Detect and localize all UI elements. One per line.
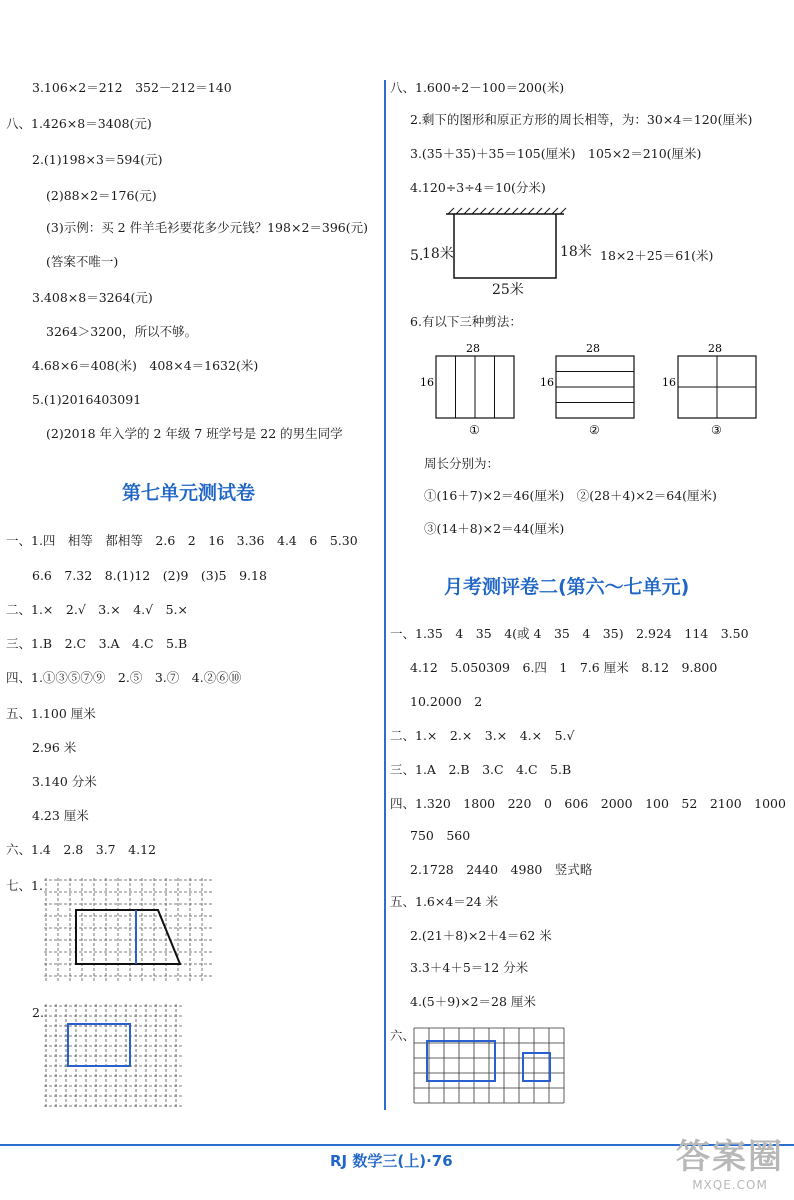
answer-line: 4.120÷3÷4＝10(分米): [410, 180, 546, 195]
answer-line: 2.剩下的图形和原正方形的周长相等，为：30×4＝120(厘米): [410, 112, 753, 127]
fence-left-label: 18米: [422, 246, 454, 262]
cut-width-label: 28: [466, 342, 480, 355]
fence-right-label: 18米: [560, 244, 592, 260]
fence-bottom-label: 25米: [492, 282, 524, 298]
cut-label-2: ②: [589, 423, 600, 437]
answer-line: 四、1.①③⑤⑦⑨ 2.⑤ 3.⑦ 4.②⑥⑩: [6, 670, 242, 685]
answer-line: (3)示例：买 2 件羊毛衫要花多少元钱？198×2＝396(元): [46, 220, 369, 235]
answer-line: 3.106×2＝212 352－212＝140: [32, 80, 232, 95]
answer-line: 6.有以下三种剪法：: [410, 314, 522, 329]
answer-line: 七、1.: [6, 878, 43, 893]
answer-line: 五、1.6×4＝24 米: [390, 894, 499, 909]
monthly-test-heading: 月考测评卷二(第六～七单元): [444, 576, 690, 598]
answer-line: 750 560: [410, 828, 471, 843]
answer-line: 4.12 5.050309 6.四 1 7.6 厘米 8.12 9.800: [410, 660, 718, 675]
answer-line: 二、1.× 2.× 3.× 4.× 5.√: [390, 728, 575, 743]
answer-line: 六、: [390, 1028, 416, 1043]
answer-line: 3264＞3200，所以不够。: [46, 324, 198, 339]
cut-width-label: 28: [586, 342, 600, 355]
section-8-answer: 八、1.600÷2－100＝200(米): [390, 80, 565, 95]
grid-figure-2: [44, 1004, 186, 1110]
answer-line: 5.(1)2016403091: [32, 392, 142, 407]
answer-line: 3.3＋4＋5＝12 分米: [410, 960, 529, 975]
answer-line: (2)2018 年入学的 2 年级 7 班学号是 22 的男生同学: [46, 426, 343, 441]
column-divider: [384, 80, 386, 1110]
watermark: [676, 1129, 784, 1192]
answer-line: 3.140 分米: [32, 774, 97, 789]
answer-line: 一、1.四 相等 都相等 2.6 2 16 3.36 4.4 6 5.30: [6, 533, 358, 548]
section-8-answer: 八、1.426×8＝3408(元): [6, 116, 152, 131]
answer-line: 6.6 7.32 8.(1)12 (2)9 (3)5 9.18: [32, 568, 267, 583]
cut-method-3: [662, 340, 762, 436]
answer-line: 4.(5＋9)×2＝28 厘米: [410, 994, 536, 1009]
cut-label-3: ③: [711, 423, 722, 437]
answer-line: 周长分别为：: [424, 456, 500, 471]
answer-line: 2.: [32, 1005, 44, 1020]
answer-line: 六、1.4 2.8 3.7 4.12: [6, 842, 156, 857]
answer-line: 五、1.100 厘米: [6, 706, 96, 721]
answer-line: 5.: [410, 248, 424, 264]
watermark-logo: 答案圈: [676, 1137, 784, 1177]
answer-line: 三、1.A 2.B 3.C 4.C 5.B: [390, 762, 572, 777]
grid-figure-3: [412, 1026, 568, 1112]
answer-line: 2.(21＋8)×2＋4＝62 米: [410, 928, 552, 943]
answer-line: 四、1.320 1800 220 0 606 2000 100 52 2100 1000: [390, 796, 786, 811]
cut-height-label: 16: [420, 376, 434, 389]
answer-line: 4.68×6＝408(米) 408×4＝1632(米): [32, 358, 259, 373]
answer-line: 18×2＋25＝61(米): [600, 248, 714, 263]
answer-line: 10.2000 2: [410, 694, 483, 709]
unit-7-heading: 第七单元测试卷: [122, 482, 256, 504]
cut-label-1: ①: [469, 423, 480, 437]
answer-line: (答案不唯一): [46, 254, 119, 269]
answer-line: 三、1.B 2.C 3.A 4.C 5.B: [6, 636, 188, 651]
answer-line: 3.(35＋35)＋35＝105(厘米) 105×2＝210(厘米): [410, 146, 702, 161]
cut-height-label: 16: [540, 376, 554, 389]
page-footer: RJ 数学三(上)·76: [330, 1152, 453, 1170]
grid-figure-1: [44, 878, 214, 984]
answer-line: 2.1728 2440 4980 竖式略: [410, 862, 593, 877]
cut-method-2: [540, 340, 640, 436]
answer-line: 3.408×8＝3264(元): [32, 290, 153, 305]
answer-line: 4.23 厘米: [32, 808, 89, 823]
answer-line: ③(14＋8)×2＝44(厘米): [424, 521, 565, 536]
watermark-url: MXQE.COM: [692, 1178, 768, 1192]
answer-line: (2)88×2＝176(元): [46, 188, 157, 203]
answer-line: ①(16＋7)×2＝46(厘米) ②(28＋4)×2＝64(厘米): [424, 488, 717, 503]
answer-line: 2.(1)198×3＝594(元): [32, 152, 163, 167]
answer-line: 2.96 米: [32, 740, 77, 755]
answer-line: 一、1.35 4 35 4(或 4 35 4 35) 2.924 114 3.50: [390, 626, 749, 641]
cut-height-label: 16: [662, 376, 676, 389]
cut-width-label: 28: [708, 342, 722, 355]
footer-rule: [0, 1144, 794, 1146]
answer-line: 二、1.× 2.√ 3.× 4.√ 5.×: [6, 602, 188, 617]
cut-method-1: [420, 340, 520, 436]
